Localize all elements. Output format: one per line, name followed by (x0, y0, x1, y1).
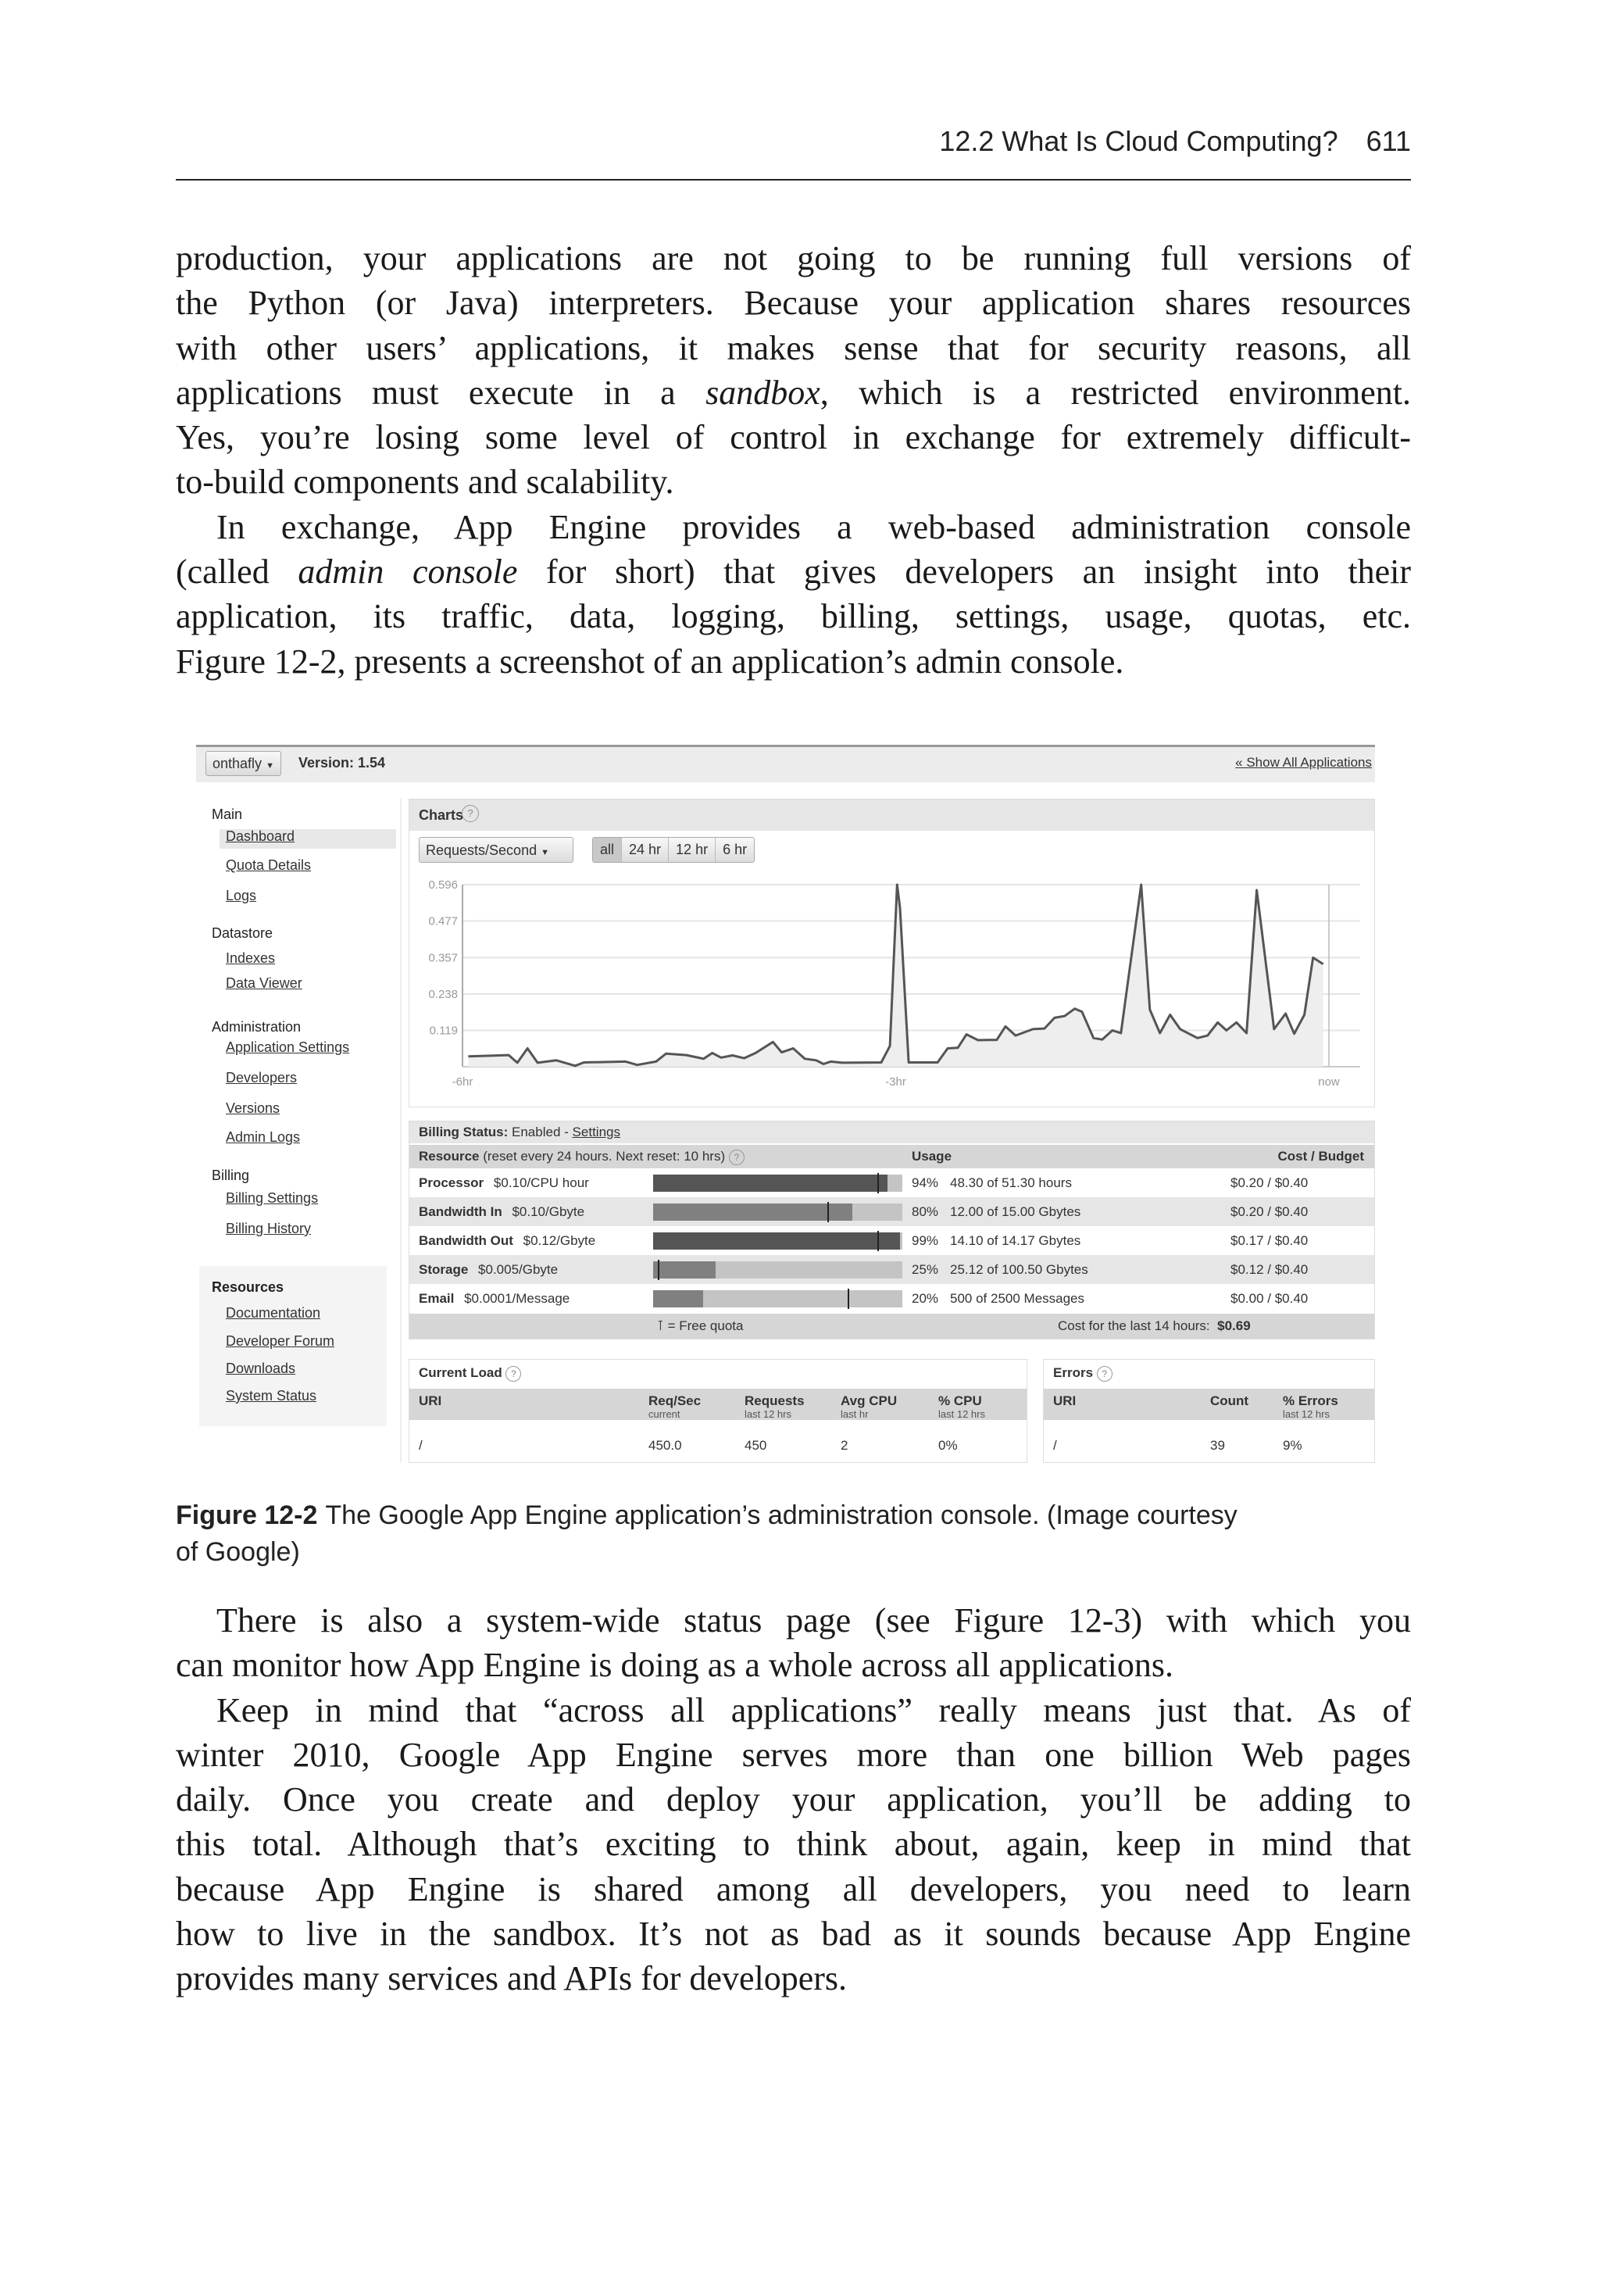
y-tick-label: 0.477 (428, 914, 458, 928)
cost-budget: $0.20 / $0.40 (1230, 1204, 1309, 1219)
free-quota-marker-icon (848, 1289, 849, 1309)
resource-column-label: Resource (419, 1149, 480, 1164)
charts-header (409, 799, 1374, 831)
usage-bar-fill (653, 1175, 888, 1192)
table-cell: 0% (938, 1438, 958, 1453)
usage-header: Usage (912, 1149, 952, 1164)
range-buttons (592, 837, 755, 863)
resource-rate: $0.10/Gbyte (512, 1204, 585, 1219)
help-icon[interactable]: ? (729, 1150, 745, 1165)
sidebar-item-billing-history[interactable]: Billing History (226, 1221, 312, 1236)
free-quota-marker-icon: ⊺ (657, 1318, 664, 1333)
metric-dropdown[interactable] (419, 837, 573, 863)
reset-note: (reset every 24 hours. Next reset: 10 hrs) (483, 1149, 726, 1164)
text-span: (called (176, 553, 298, 592)
free-quota-marker-icon (877, 1173, 879, 1193)
text-line (176, 549, 1411, 594)
usage-bar-fill (653, 1290, 703, 1307)
text-span: for short) that gives developers an insight into their (517, 553, 1412, 592)
billing-row-resource (419, 1175, 589, 1191)
range-12hr-button[interactable]: 12 hr (669, 838, 716, 862)
column-subheader: last 12 hrs (745, 1408, 791, 1420)
italic-term: admin console (298, 553, 518, 592)
text-line: Figure 12-2, presents a screenshot of an application’s admin console. (176, 642, 1124, 681)
billing-row-resource (419, 1262, 558, 1278)
resource-rate: $0.005/Gbyte (478, 1262, 559, 1277)
caption-text-cont: of Google) (176, 1537, 300, 1567)
billing-row-resource (419, 1233, 595, 1249)
usage-bar (653, 1290, 902, 1307)
text-span: applications must execute in a (176, 373, 706, 412)
text-line: There is also a system-wide status page (see Figure 12-3) with which you (216, 1601, 1411, 1640)
text-line: daily. Once you create and deploy your application, you’ll be adding to (176, 1780, 1411, 1819)
usage-percent: 94% (912, 1175, 939, 1190)
sidebar-heading-billing: Billing (212, 1168, 250, 1183)
sidebar-heading-datastore: Datastore (212, 925, 273, 941)
italic-term: sandbox (705, 373, 820, 412)
table-cell: 9% (1283, 1438, 1302, 1453)
resource-rate: $0.0001/Message (464, 1291, 570, 1306)
body-text-bottom (176, 1598, 1411, 2001)
usage-bar (653, 1232, 902, 1250)
resource-rate: $0.12/Gbyte (523, 1233, 596, 1248)
billing-status-label: Billing Status: (419, 1125, 509, 1139)
header-rule (176, 179, 1411, 181)
resource-name: Bandwidth In (419, 1204, 502, 1219)
billing-row-resource (419, 1291, 570, 1307)
sidebar-item-system-status[interactable]: System Status (226, 1388, 317, 1404)
usage-bar-fill (653, 1232, 900, 1250)
help-icon[interactable]: ? (462, 805, 479, 822)
sidebar-item-documentation[interactable]: Documentation (226, 1305, 321, 1321)
sidebar-item-application-settings[interactable]: Application Settings (226, 1039, 350, 1055)
version-label: Version: 1.54 (298, 755, 386, 771)
table-cell[interactable]: / (419, 1438, 423, 1453)
column-subheader: current (648, 1408, 680, 1420)
usage-amount: 500 of 2500 Messages (950, 1291, 1085, 1306)
table-cell: 450 (745, 1438, 767, 1453)
cost-budget: $0.00 / $0.40 (1230, 1291, 1309, 1306)
current-load-title-text: Current Load (419, 1365, 502, 1380)
table-cell: 2 (841, 1438, 848, 1453)
sidebar-item-admin-logs[interactable]: Admin Logs (226, 1129, 301, 1145)
x-tick-label: now (1318, 1075, 1340, 1089)
text-line: provides many services and APIs for developers. (176, 1959, 848, 1998)
billing-status-value: Enabled (512, 1125, 561, 1139)
usage-percent: 25% (912, 1262, 939, 1277)
usage-percent: 99% (912, 1233, 939, 1248)
metric-label: Requests/Second (426, 842, 538, 858)
sidebar-item-indexes[interactable]: Indexes (226, 950, 276, 966)
caption-text: The Google App Engine application’s administration console. (Image courtesy (325, 1500, 1238, 1530)
x-tick-label: -3hr (885, 1075, 906, 1089)
cost-summary (1058, 1318, 1251, 1334)
cost-summary-total: $0.69 (1217, 1318, 1251, 1333)
usage-amount: 12.00 of 15.00 Gbytes (950, 1204, 1081, 1219)
caption-label: Figure 12-2 (176, 1500, 318, 1530)
cost-summary-label: Cost for the last 14 hours: (1058, 1318, 1210, 1333)
usage-bar (653, 1203, 902, 1221)
resource-header (419, 1149, 745, 1165)
resource-name: Email (419, 1291, 455, 1306)
help-icon[interactable]: ? (505, 1366, 521, 1382)
usage-bar (653, 1261, 902, 1279)
resource-name: Storage (419, 1262, 469, 1277)
resource-rate: $0.10/CPU hour (493, 1175, 589, 1190)
text-line (176, 370, 1411, 415)
sidebar-item-logs[interactable]: Logs (226, 888, 257, 903)
table-cell: 39 (1210, 1438, 1225, 1453)
table-cell[interactable]: / (1053, 1438, 1057, 1453)
app-name: onthafly (212, 756, 262, 771)
running-header (939, 125, 1411, 158)
text-line: to-build components and scalability. (176, 463, 674, 502)
usage-amount: 14.10 of 14.17 Gbytes (950, 1233, 1081, 1248)
chevron-down-icon: ▼ (266, 761, 274, 771)
usage-bar-fill (653, 1203, 852, 1221)
usage-percent: 20% (912, 1291, 939, 1306)
page-number: 611 (1366, 125, 1411, 157)
app-selector-dropdown[interactable] (205, 751, 281, 776)
text-span: , which is a restricted environment. (820, 373, 1412, 412)
usage-amount: 25.12 of 100.50 Gbytes (950, 1262, 1088, 1277)
column-header: % CPU (938, 1393, 982, 1408)
sidebar-heading-administration: Administration (212, 1019, 302, 1035)
free-quota-marker-icon (877, 1231, 879, 1251)
cost-budget: $0.17 / $0.40 (1230, 1233, 1309, 1248)
table-cell: 450.0 (648, 1438, 682, 1453)
text-line: the Python (or Java) interpreters. Because your application shares resources (176, 284, 1411, 323)
range-24hr-button[interactable]: 24 hr (622, 838, 669, 862)
text-line: application, its traffic, data, logging, billing, settings, usage, quotas, etc. (176, 597, 1411, 636)
sidebar-item-developer-forum[interactable]: Developer Forum (226, 1333, 335, 1349)
usage-amount: 48.30 of 51.30 hours (950, 1175, 1072, 1190)
text-line: can monitor how App Engine is doing as a whole across all applications. (176, 1646, 1173, 1685)
free-quota-legend-text: = Free quota (667, 1318, 744, 1333)
text-line: winter 2010, Google App Engine serves more than one billion Web pages (176, 1735, 1411, 1774)
sidebar-divider (400, 799, 402, 1463)
sidebar-item-quota-details[interactable]: Quota Details (226, 857, 312, 873)
range-all-button[interactable]: all (593, 838, 622, 862)
sidebar-item-billing-settings[interactable]: Billing Settings (226, 1190, 319, 1206)
separator: - (564, 1125, 569, 1139)
sidebar-item-dashboard[interactable]: Dashboard (226, 828, 295, 844)
cost-budget: $0.20 / $0.40 (1230, 1175, 1309, 1190)
text-line: this total. Although that’s exciting to think about, again, keep in mind that (176, 1825, 1411, 1864)
sidebar-heading-main: Main (212, 806, 243, 822)
text-line: with other users’ applications, it makes sense that for security reasons, all (176, 328, 1411, 367)
sidebar-item-versions[interactable]: Versions (226, 1100, 280, 1116)
usage-percent: 80% (912, 1204, 939, 1219)
current-load-title (419, 1365, 521, 1382)
figure-caption (176, 1497, 1426, 1571)
text-line: Keep in mind that “across all applications” really means just that. As of (216, 1690, 1411, 1729)
sidebar-item-data-viewer[interactable]: Data Viewer (226, 975, 302, 991)
column-header: URI (1053, 1393, 1077, 1408)
text-line: production, your applications are not going to be running full versions of (176, 239, 1411, 277)
errors-title (1053, 1365, 1112, 1382)
usage-bar-fill (653, 1261, 716, 1279)
cost-budget-header: Cost / Budget (1277, 1149, 1364, 1164)
column-subheader: last hr (841, 1408, 869, 1420)
text-line: In exchange, App Engine provides a web-based administration console (216, 507, 1411, 546)
chevron-down-icon: ▼ (541, 848, 549, 857)
column-subheader: last 12 hrs (938, 1408, 985, 1420)
y-tick-label: 0.119 (429, 1024, 458, 1038)
y-tick-label: 0.357 (428, 951, 458, 965)
requests-chart (409, 867, 1375, 1102)
column-header: URI (419, 1393, 442, 1408)
help-icon[interactable]: ? (1097, 1366, 1112, 1382)
text-line: because App Engine is shared among all developers, you need to learn (176, 1869, 1411, 1908)
sidebar-item-developers[interactable]: Developers (226, 1070, 298, 1085)
sidebar-heading-resources: Resources (212, 1279, 284, 1295)
y-tick-label: 0.238 (428, 987, 458, 1001)
charts-title: Charts (419, 807, 464, 823)
free-quota-marker-icon (827, 1202, 829, 1222)
column-subheader: last 12 hrs (1283, 1408, 1330, 1420)
body-text-top (176, 236, 1411, 684)
column-header: Count (1210, 1393, 1249, 1408)
range-6hr-button[interactable]: 6 hr (723, 842, 748, 857)
column-header: Req/Sec (648, 1393, 702, 1408)
billing-row-resource (419, 1204, 584, 1220)
sidebar-item-downloads[interactable]: Downloads (226, 1361, 296, 1376)
billing-settings-link[interactable]: Settings (572, 1125, 620, 1139)
x-tick-label: -6hr (452, 1075, 473, 1089)
free-quota-legend (657, 1318, 743, 1334)
column-header: Requests (745, 1393, 805, 1408)
free-quota-marker-icon (658, 1260, 659, 1280)
text-line: how to live in the sandbox. It’s not as bad as it sounds because App Engine (176, 1915, 1411, 1954)
cost-budget: $0.12 / $0.40 (1230, 1262, 1309, 1277)
column-header: % Errors (1283, 1393, 1338, 1408)
show-all-applications-link[interactable]: « Show All Applications (1235, 755, 1372, 770)
text-line: Yes, you’re losing some level of control in exchange for extremely difficult- (176, 418, 1411, 457)
resource-name: Bandwidth Out (419, 1233, 513, 1248)
resource-name: Processor (419, 1175, 484, 1190)
column-header: Avg CPU (841, 1393, 898, 1408)
usage-bar (653, 1175, 902, 1192)
admin-console-figure (196, 742, 1375, 1463)
current-load-header-row (409, 1389, 1027, 1420)
billing-status (419, 1125, 620, 1140)
section-title: 12.2 What Is Cloud Computing? (939, 125, 1338, 157)
y-tick-label: 0.596 (428, 878, 458, 892)
errors-title-text: Errors (1053, 1365, 1094, 1380)
